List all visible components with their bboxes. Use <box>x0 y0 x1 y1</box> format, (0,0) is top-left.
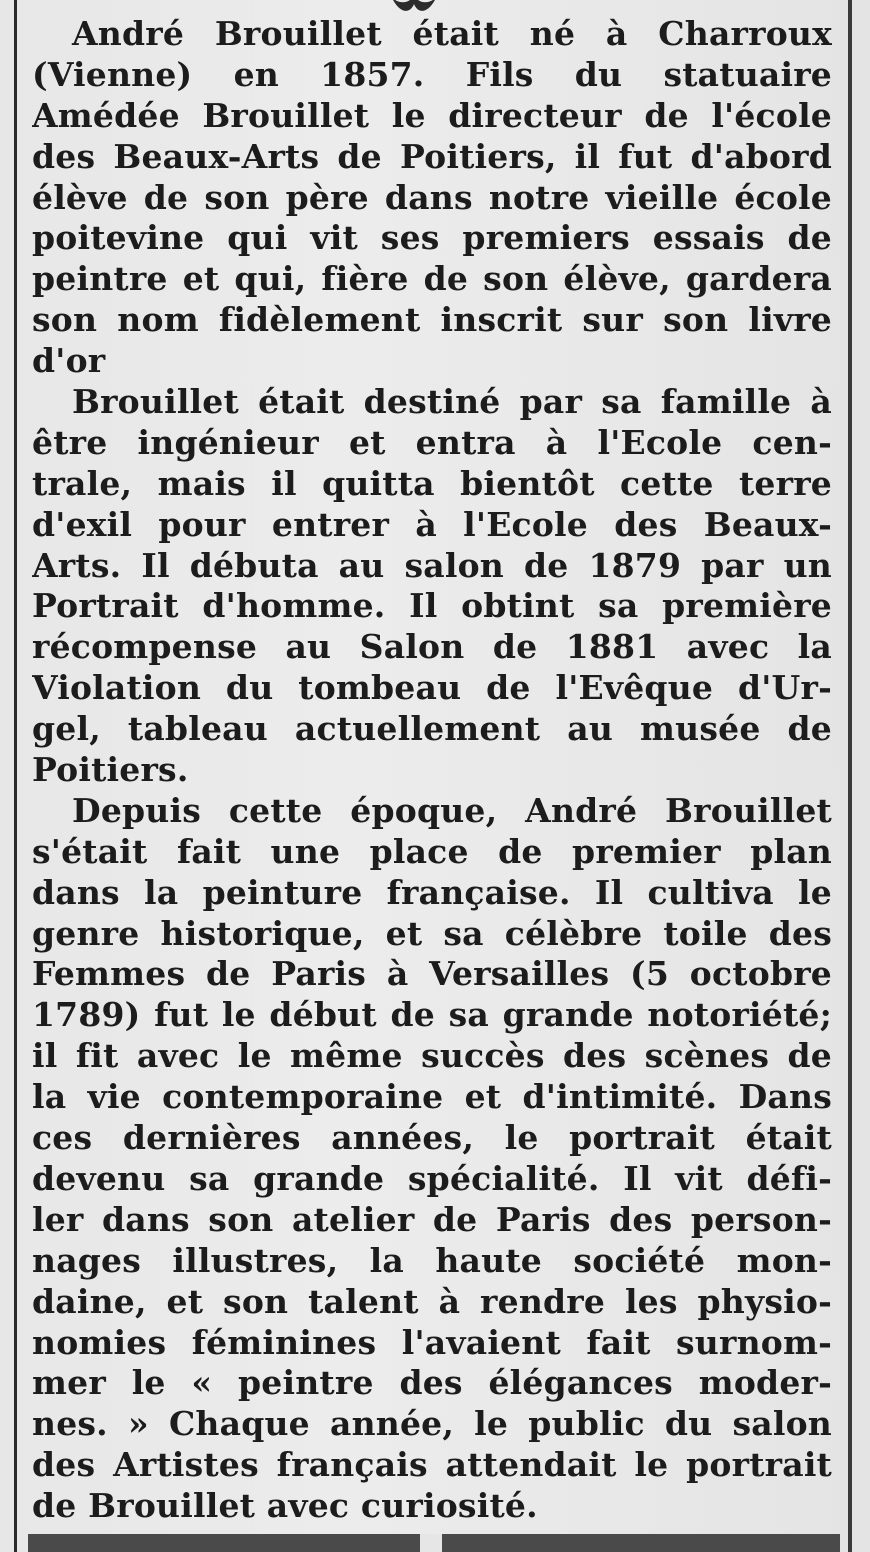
text-line: nes. » Chaque année, le public du salon <box>32 1404 832 1444</box>
text-line: devenu sa grande spécialité. Il vit défi- <box>32 1158 832 1198</box>
text-line: poitevine qui vit ses premiers essais de <box>32 218 832 258</box>
text-line: mer le « peintre des élégances moder- <box>32 1363 832 1403</box>
text-line: des Beaux-Arts de Poitiers, il fut d'abord <box>32 136 832 176</box>
text-line: récompense au Salon de 1881 avec la <box>32 627 832 667</box>
text-line: genre historique, et sa célèbre toile des <box>32 913 832 953</box>
text-line: des Artistes français attendait le portrait <box>32 1445 832 1485</box>
text-line: élève de son père dans notre vieille école <box>32 177 832 217</box>
text-line: Portrait d'homme. Il obtint sa première <box>32 586 832 626</box>
text-line: Violation du tombeau de l'Evêque d'Ur- <box>32 668 832 708</box>
text-line: André Brouillet était né à Charroux <box>72 14 832 53</box>
text-line: gel, tableau actuellement au musée de <box>32 709 832 749</box>
article-column <box>32 14 832 1527</box>
text-line: Brouillet était destiné par sa famille à <box>72 382 832 422</box>
text-line: de Brouillet avec curiosité. <box>32 1486 538 1526</box>
text-line: s'était fait une place de premier plan <box>32 831 832 871</box>
text-line: son nom fidèlement inscrit sur son livre <box>32 300 832 340</box>
text-line: 1789) fut le début de sa grande notoriété; <box>32 995 832 1035</box>
text-line: nages illustres, la haute société mon- <box>32 1240 832 1280</box>
text-line: daine, et son talent à rendre les physio- <box>32 1281 832 1321</box>
text-line: Poitiers. <box>32 750 189 790</box>
text-line: Depuis cette époque, André Brouillet <box>72 790 832 830</box>
text-line: il fit avec le même succès des scènes de <box>32 1036 832 1076</box>
text-line: la vie contemporaine et d'intimité. Dans <box>32 1077 832 1117</box>
text-line: d'or <box>32 341 106 381</box>
text-line: trale, mais il quitta bientôt cette terre <box>32 463 832 503</box>
text-line: Arts. Il débuta au salon de 1879 par un <box>32 545 832 585</box>
text-line: peintre et qui, fière de son élève, gardera <box>32 259 832 299</box>
text-line: ler dans son atelier de Paris des person- <box>32 1199 832 1239</box>
text-line: Amédée Brouillet le directeur de l'école <box>32 95 832 135</box>
text-line: d'exil pour entrer à l'Ecole des Beaux- <box>32 504 832 544</box>
text-line: nomies féminines l'avaient fait surnom- <box>32 1322 832 1362</box>
right-column-rule <box>848 0 852 1552</box>
text-line: ces dernières années, le portrait était <box>32 1118 832 1158</box>
bottom-strip-gap <box>420 1534 442 1552</box>
text-line: dans la peinture française. Il cultiva le <box>32 872 832 912</box>
text-line: être ingénieur et entra à l'Ecole cen- <box>32 422 832 462</box>
left-column-rule <box>14 0 17 1552</box>
text-line: Femmes de Paris à Versailles (5 octobre <box>32 954 832 994</box>
text-line: (Vienne) en 1857. Fils du statuaire <box>32 54 832 94</box>
